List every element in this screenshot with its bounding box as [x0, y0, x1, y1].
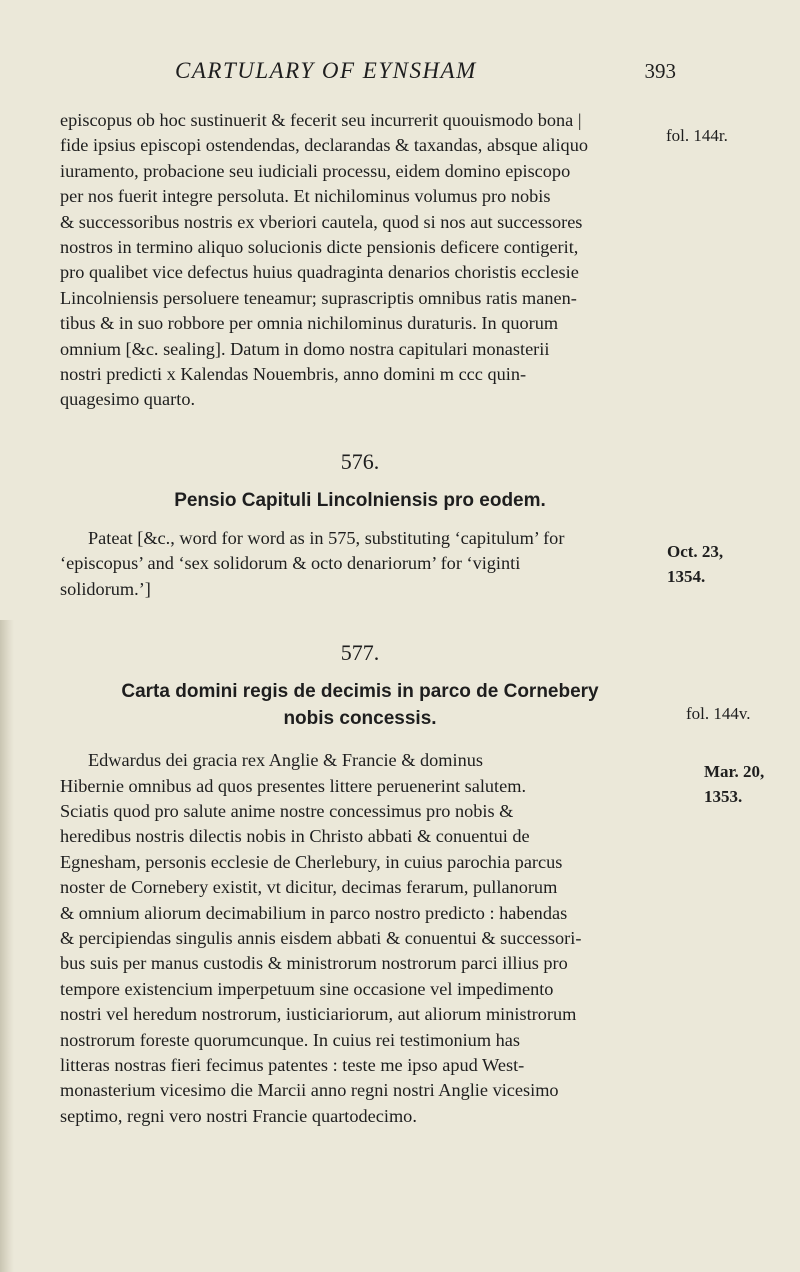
- text-line: Sciatis quod pro salute anime nostre concessimus pro nobis &: [60, 800, 514, 821]
- heading-line: Carta domini regis de decimis in parco de Cornebery: [121, 681, 599, 703]
- text-line: nostros in termino aliquo solucionis dicte pensionis deficere contigerit,: [60, 237, 579, 258]
- text-line: litteras nostras fieri fecimus patentes : teste me ipso apud West-: [60, 1054, 525, 1075]
- text-line: pro qualibet vice defectus huius quadraginta denarios choristis ecclesie: [60, 262, 579, 283]
- date-note-line: Oct. 23,: [667, 542, 724, 561]
- text-line: nostri vel heredum nostrorum, iusticiariorum, aut aliorum ministrorum: [60, 1004, 577, 1025]
- page-header: [60, 58, 676, 98]
- text-line: tempore existencium imperpetuum sine occasione vel impedimento: [60, 978, 554, 999]
- page-number: 393: [644, 59, 676, 83]
- text-line: nostri predicti x Kalendas Nouembris, anno domini m ccc quin-: [60, 364, 527, 385]
- text-line: septimo, regni vero nostri Francie quartodecimo.: [60, 1105, 417, 1126]
- text-line: heredibus nostris dilectis nobis in Christo abbati & conuentui de: [60, 826, 530, 847]
- entry-577-heading: [60, 678, 660, 732]
- charter-continuation-text: [60, 108, 660, 413]
- margin-folio-note-577: fol. 144v.: [686, 704, 751, 723]
- margin-date-note-576: [667, 539, 723, 589]
- date-note-line: Mar. 20,: [704, 762, 765, 781]
- text-line: quagesimo quarto.: [60, 389, 196, 410]
- margin-folio-note: fol. 144r.: [666, 126, 728, 145]
- text-line: bus suis per manus custodis & ministrorum nostrorum parci illius pro: [60, 953, 568, 974]
- text-line: Lincolniensis persoluere teneamur; suprascriptis omnibus ratis manen-: [60, 287, 577, 308]
- book-gutter-shadow: [0, 620, 14, 1272]
- margin-date-note-577: [704, 759, 764, 809]
- date-note-line: 1353.: [704, 787, 743, 806]
- text-line: tibus & in suo robbore per omnia nichilominus duraturis. In quorum: [60, 313, 559, 334]
- entry-576-text: [60, 526, 660, 602]
- text-line: & percipiendas singulis annis eisdem abbati & conuentui & successori-: [60, 927, 582, 948]
- entry-number-576: 576.: [340, 448, 380, 474]
- text-line: Edwardus dei gracia rex Anglie & Francie & dominus: [88, 750, 483, 771]
- text-line: episcopus ob hoc sustinuerit & fecerit seu incurrerit quouismodo bona |: [60, 110, 582, 130]
- running-title: CARTULARY OF EYNSHAM: [175, 58, 477, 83]
- text-line: nostrorum foreste quorumcunque. In cuius rei testimonium has: [60, 1029, 520, 1050]
- text-line: iuramento, probacione seu iudiciali processu, eidem domino episcopo: [60, 160, 571, 181]
- text-line: & successoribus nostris ex vberiori cautela, quod si nos aut successores: [60, 211, 583, 232]
- entry-number-577: 577.: [340, 640, 380, 666]
- entry-576-heading: Pensio Capituli Lincolniensis pro eodem.: [174, 489, 546, 511]
- text-line: & omnium aliorum decimabilium in parco nostro predicto : habendas: [60, 902, 568, 923]
- text-line: Hibernie omnibus ad quos presentes littere peruenerint salutem.: [60, 775, 527, 796]
- heading-line: nobis concessis.: [283, 708, 437, 730]
- entry-577-text: [60, 748, 660, 1129]
- text-line: ‘episcopus’ and ‘sex solidorum & octo denariorum’ for ‘viginti: [60, 553, 521, 574]
- text-line: monasterium vicesimo die Marcii anno regni nostri Anglie vicesimo: [60, 1080, 559, 1101]
- text-line: per nos fuerit integre persoluta. Et nichilominus volumus pro nobis: [60, 186, 551, 207]
- date-note-line: 1354.: [667, 567, 706, 586]
- text-line: omnium [&c. sealing]. Datum in domo nostra capitulari monasterii: [60, 338, 550, 359]
- text-line: fide ipsius episcopi ostendendas, declarandas & taxandas, absque aliquo: [60, 135, 588, 156]
- text-line: Pateat [&c., word for word as in 575, substituting ‘capitulum’ for: [88, 527, 565, 548]
- text-line: solidorum.’]: [60, 578, 151, 599]
- text-line: Egnesham, personis ecclesie de Cherlebury, in cuius parochia parcus: [60, 851, 563, 872]
- text-line: noster de Cornebery existit, vt dicitur, decimas ferarum, pullanorum: [60, 877, 558, 898]
- document-page: [60, 58, 676, 1129]
